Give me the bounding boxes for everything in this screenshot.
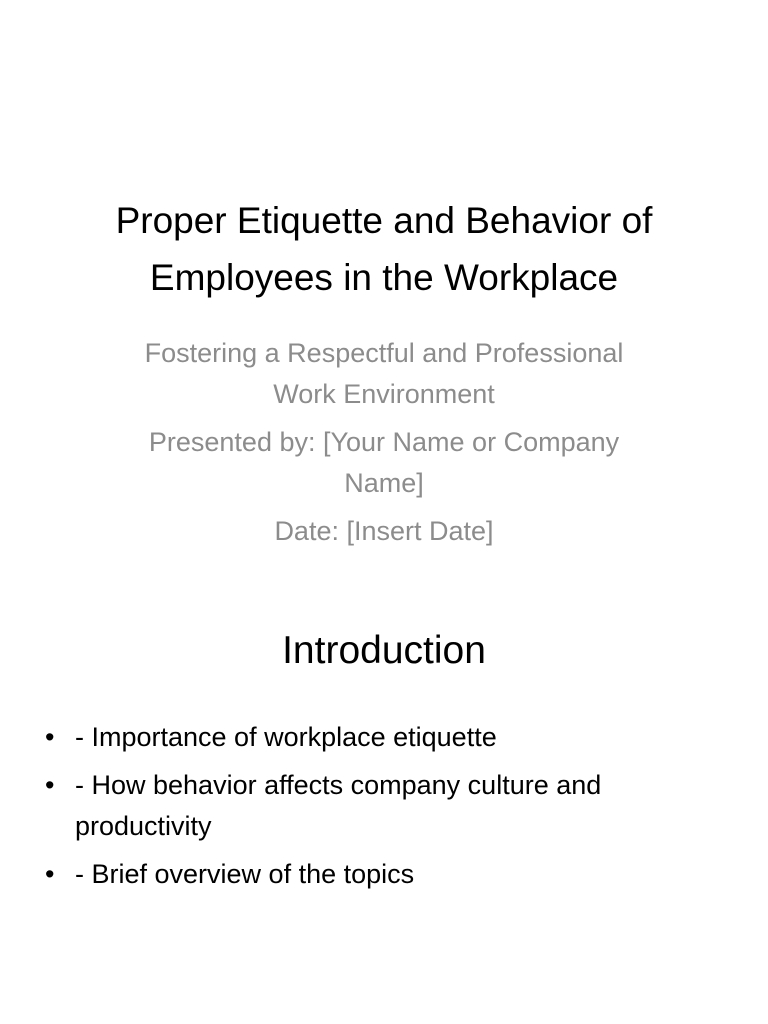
subtitle-date: Date: [Insert Date] [274,516,494,546]
bullet-item [40,765,720,847]
subtitle-block [120,333,648,559]
subtitle-presenter: Presented by: [Your Name or Company Name] [148,427,620,498]
bullet-list [40,717,720,902]
introduction-slide [0,576,768,1024]
subtitle-tagline: Fostering a Respectful and Professional Work Environment [144,338,624,409]
bullet-item [40,854,720,895]
presentation-title [40,192,728,306]
bullet-text: - Importance of workplace etiquette [75,722,497,752]
bullet-icon: • [45,770,55,800]
slide-title: Introduction [282,629,486,672]
bullet-text: - Brief overview of the topics [75,859,415,889]
bullet-icon: • [45,722,55,752]
title-line-1: Proper Etiquette and Behavior of [115,200,653,241]
bullet-text: - How behavior affects company culture and productivity [75,770,602,841]
bullet-item [40,717,720,758]
title-line-2: Employees in the Workplace [149,257,619,298]
bullet-icon: • [45,859,55,889]
